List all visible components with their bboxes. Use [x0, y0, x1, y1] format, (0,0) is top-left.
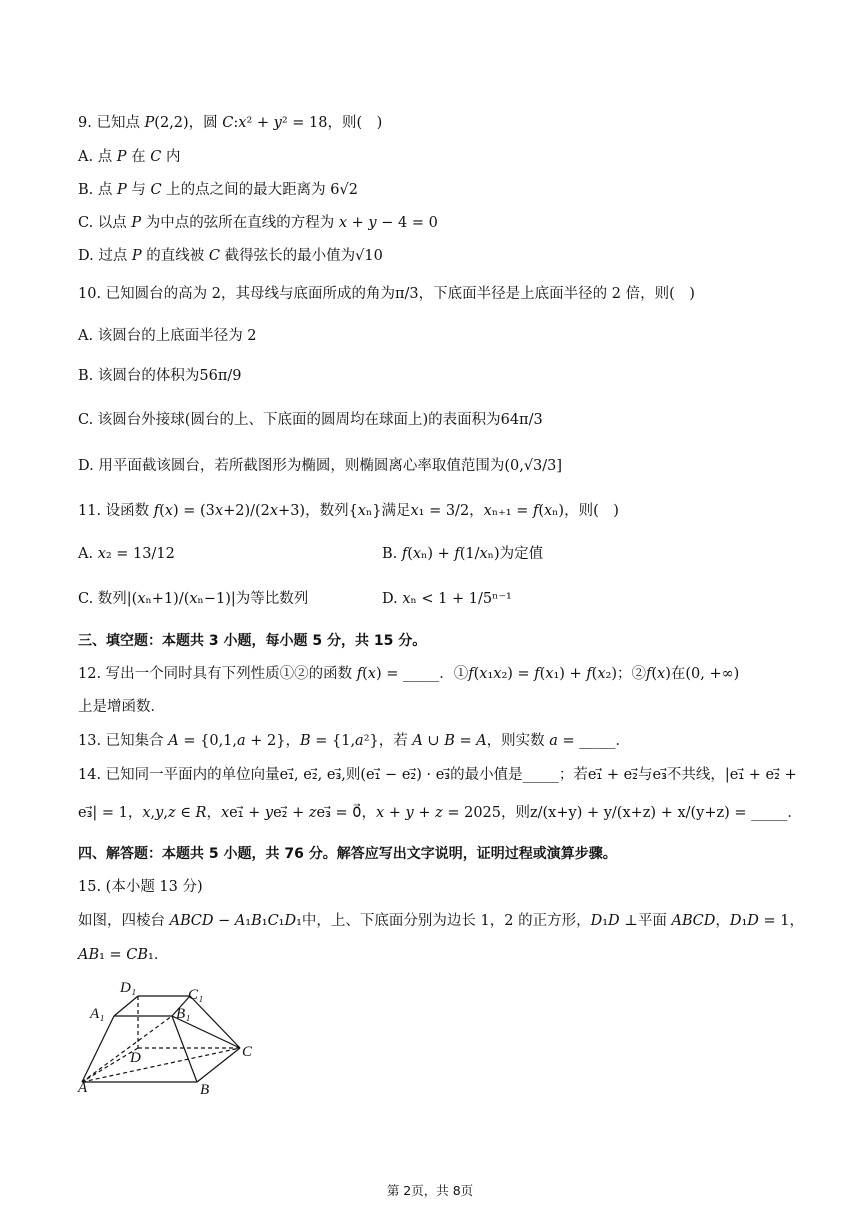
q10-option-b: B. 该圆台的体积为56π/9	[78, 368, 242, 384]
q13: 13. 已知集合 𝐴 = {0,1,𝑎 + 2}，𝐵 = {1,𝑎²}，若 𝐴 ∪ 𝐵 = 𝐴，则实数 𝑎 = _____．	[78, 733, 631, 749]
q10-option-a: A. 该圆台的上底面半径为 2	[78, 328, 257, 344]
q12-line2: 上是增函数．	[78, 699, 165, 715]
q9-stem: 9. 已知点 𝑃(2,2)，圆 𝐶:𝑥² + 𝑦² = 18，则( )	[78, 115, 383, 131]
q15-line2: 𝐴𝐵₁ = 𝐶𝐵₁．	[78, 947, 169, 963]
q11-option-c: C. 数列|(𝑥ₙ+1)/(𝑥ₙ−1)|为等比数列	[78, 591, 309, 607]
q11-stem: 11. 设函数 𝑓(𝑥) = (3𝑥+2)/(2𝑥+3)，数列{𝑥ₙ}满足𝑥₁ = 3/2，𝑥ₙ₊₁ = 𝑓(𝑥ₙ)，则( )	[78, 503, 619, 519]
label-d1: D₁	[120, 980, 137, 996]
q9-option-c: C. 以点 𝑃 为中点的弦所在直线的方程为 𝑥 + 𝑦 − 4 = 0	[78, 215, 438, 231]
label-a: A	[78, 1080, 88, 1096]
q11-option-b: B. 𝑓(𝑥ₙ) + 𝑓(1/𝑥ₙ)为定值	[382, 546, 544, 562]
q10-stem: 10. 已知圆台的高为 2，其母线与底面所成的角为π/3，下底面半径是上底面半径的 2 倍，则( )	[78, 286, 695, 302]
q9-option-b: B. 点 𝑃 与 𝐶 上的点之间的最大距离为 6√2	[78, 182, 358, 198]
label-c1: C₁	[188, 987, 204, 1003]
label-d: D	[130, 1050, 141, 1066]
label-b1: B₁	[176, 1006, 191, 1022]
q14-line1: 14. 已知同一平面内的单位向量e₁⃗, e₂⃗, e₃⃗,则(e₁⃗ − e₂⃗) · e₃⃗的最小值是_____；若e₁⃗ + e₂⃗与e₃⃗不共线，|e₁⃗ + e₂⃗ +	[78, 767, 797, 783]
q10-option-c: C. 该圆台外接球(圆台的上、下底面的圆周均在球面上)的表面积为64π/3	[78, 412, 543, 428]
section-3-heading: 三、填空题：本题共 3 小题，每小题 5 分，共 15 分。	[78, 633, 427, 649]
q12-line1: 12. 写出一个同时具有下列性质①②的函数 𝑓(𝑥) = _____．①𝑓(𝑥₁𝑥₂) = 𝑓(𝑥₁) + 𝑓(𝑥₂)；②𝑓(𝑥)在(0, +∞)	[78, 666, 740, 682]
q15-head: 15. (本小题 13 分)	[78, 879, 203, 895]
q15-line1: 如图，四棱台 𝐴𝐵𝐶𝐷 − 𝐴₁𝐵₁𝐶₁𝐷₁中，上、下底面分别为边长 1，2 的正方形，𝐷₁𝐷 ⊥平面 𝐴𝐵𝐶𝐷，𝐷₁𝐷 = 1，	[78, 913, 805, 929]
section-4-heading: 四、解答题：本题共 5 小题，共 76 分。解答应写出文字说明，证明过程或演算步骤。	[78, 846, 617, 862]
page-footer: 第 2页，共 8页	[386, 1183, 474, 1198]
label-c: C	[242, 1044, 253, 1060]
q11-option-d: D. 𝑥ₙ < 1 + 1/5ⁿ⁻¹	[382, 591, 512, 607]
q9-option-d: D. 过点 𝑃 的直线被 𝐶 截得弦长的最小值为√10	[78, 248, 383, 264]
label-b: B	[200, 1082, 210, 1098]
label-a1: A₁	[90, 1006, 105, 1022]
q10-option-d: D. 用平面截该圆台，若所截图形为椭圆，则椭圆离心率取值范围为(0,√3/3]	[78, 458, 563, 474]
frustum-figure	[72, 974, 272, 1102]
q14-line2: e₃⃗| = 1，𝑥,𝑦,𝑧 ∈ 𝑅，𝑥e₁⃗ + 𝑦e₂⃗ + 𝑧e₃⃗ = 0⃗，𝑥 + 𝑦 + 𝑧 = 2025，则z/(x+y) + y/(x+z) + x/(y+z) = _____．	[78, 805, 802, 821]
q11-option-a: A. 𝑥₂ = 13/12	[78, 546, 175, 562]
q9-option-a: A. 点 𝑃 在 𝐶 内	[78, 149, 181, 165]
